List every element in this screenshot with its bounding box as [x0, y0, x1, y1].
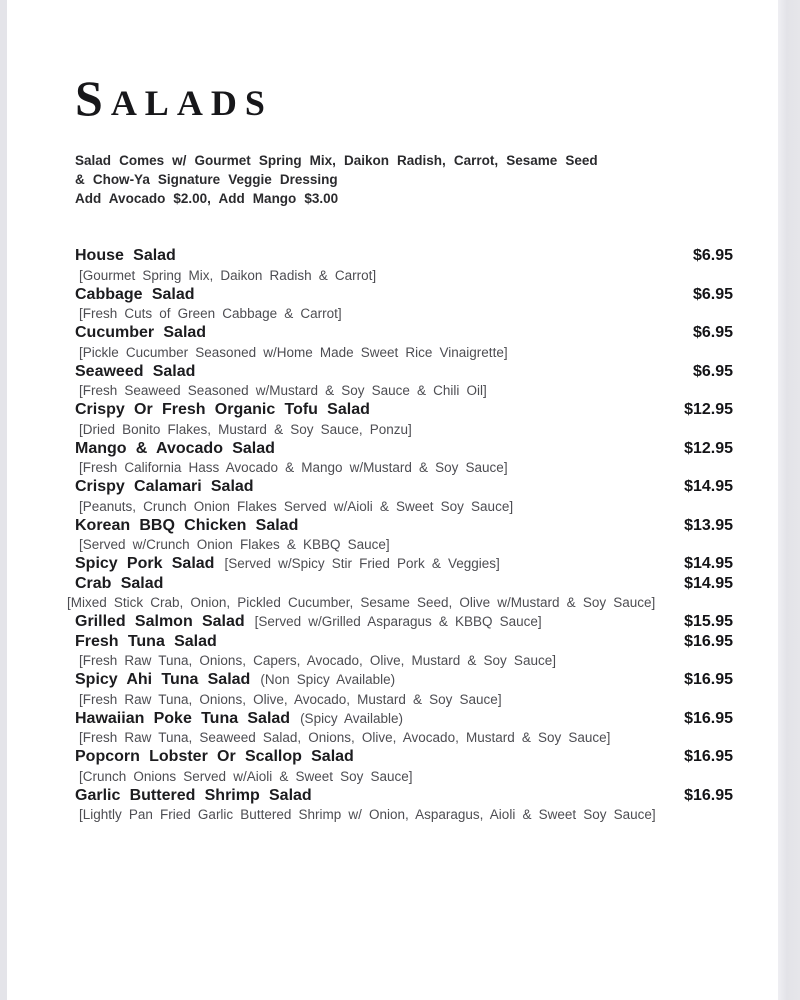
menu-item [75, 612, 733, 632]
item-name: Spicy Pork Salad [75, 555, 215, 572]
item-name: Popcorn Lobster Or Scallop Salad [75, 748, 354, 765]
menu-item [75, 554, 733, 574]
item-price: $6.95 [692, 362, 733, 380]
item-price: $14.95 [684, 555, 733, 572]
item-name: Cabbage Salad [75, 285, 195, 303]
item-name: Cucumber Salad [75, 324, 207, 341]
item-price: $6.95 [692, 285, 733, 303]
menu-item [75, 439, 733, 478]
item-description: [Fresh Raw Tuna, Seaweed Salad, Onions, Olive, Avocado, Mustard & Soy Sauce] [79, 730, 611, 745]
item-description: [Fresh California Hass Avocado & Mango w/Mustard & Soy Sauce] [79, 460, 508, 475]
item-name: Seaweed Salad [75, 362, 196, 380]
item-description: [Fresh Raw Tuna, Onions, Capers, Avocado, Olive, Mustard & Soy Sauce] [79, 653, 556, 668]
item-name: Crispy Or Fresh Organic Tofu Salad [75, 401, 370, 418]
item-name: Grilled Salmon Salad [75, 613, 245, 630]
item-name: House Salad [75, 247, 176, 264]
item-description: [Crunch Onions Served w/Aioli & Sweet Soy Sauce] [79, 768, 413, 784]
photo-edge-left [0, 0, 7, 1000]
item-inline-note: [Served w/Spicy Stir Fried Pork & Veggies] [224, 556, 500, 571]
item-description: [Dried Bonito Flakes, Mustard & Soy Sauce, Ponzu] [79, 421, 412, 437]
item-price: $16.95 [684, 748, 733, 765]
item-name: Korean BBQ Chicken Salad [75, 516, 299, 534]
item-description: [Lightly Pan Fried Garlic Buttered Shrimp w/ Onion, Asparagus, Aioli & Sweet Soy Sauce] [79, 807, 656, 822]
menu-content [67, 0, 733, 824]
item-name: Mango & Avocado Salad [75, 439, 275, 457]
item-inline-note: (Non Spicy Available) [260, 672, 396, 687]
item-price: $14.95 [684, 574, 733, 592]
menu-item [75, 246, 733, 285]
menu-item-list [67, 246, 733, 824]
item-price: $16.95 [684, 632, 733, 650]
section-title: SALADS [75, 70, 273, 126]
item-description: [Fresh Raw Tuna, Onions, Olive, Avocado, Mustard & Soy Sauce] [79, 691, 502, 707]
item-description: [Fresh Cuts of Green Cabbage & Carrot] [79, 306, 342, 321]
item-inline-note: (Spicy Available) [300, 710, 403, 726]
intro-line: Salad Comes w/ Gourmet Spring Mix, Daikon Radish, Carrot, Sesame Seed [75, 153, 598, 168]
item-price: $13.95 [684, 516, 733, 534]
item-description: [Mixed Stick Crab, Onion, Pickled Cucumber, Sesame Seed, Olive w/Mustard & Soy Sauce] [67, 595, 656, 610]
intro-line: Add Avocado $2.00, Add Mango $3.00 [75, 191, 339, 206]
menu-item [75, 709, 733, 748]
menu-item [75, 670, 733, 709]
item-description: [Served w/Crunch Onion Flakes & KBBQ Sauce] [79, 537, 390, 552]
item-description: [Peanuts, Crunch Onion Flakes Served w/Aioli & Sweet Soy Sauce] [79, 498, 514, 514]
photo-edge-right [778, 0, 800, 1000]
item-price: $16.95 [684, 671, 733, 688]
menu-item [75, 786, 733, 825]
item-name: Crispy Calamari Salad [75, 478, 254, 495]
item-description: [Gourmet Spring Mix, Daikon Radish & Carrot] [79, 267, 377, 283]
menu-item [67, 574, 733, 613]
menu-item [75, 516, 733, 555]
item-price: $6.95 [692, 324, 733, 341]
item-description: [Pickle Cucumber Seasoned w/Home Made Sweet Rice Vinaigrette] [79, 344, 508, 360]
section-intro [75, 151, 733, 208]
item-price: $16.95 [684, 709, 733, 727]
menu-item [75, 285, 733, 324]
item-price: $15.95 [684, 613, 733, 630]
item-price: $12.95 [684, 401, 733, 418]
item-price: $6.95 [692, 247, 733, 264]
item-inline-note: [Served w/Grilled Asparagus & KBBQ Sauce] [254, 614, 542, 629]
item-name: Garlic Buttered Shrimp Salad [75, 786, 312, 804]
item-name: Crab Salad [75, 574, 164, 592]
menu-item [75, 362, 733, 401]
menu-item [75, 323, 733, 362]
intro-line: & Chow-Ya Signature Veggie Dressing [75, 172, 338, 187]
item-name: Fresh Tuna Salad [75, 632, 217, 650]
menu-item [75, 632, 733, 671]
item-name: Spicy Ahi Tuna Salad [75, 671, 251, 688]
item-price: $16.95 [684, 786, 733, 804]
menu-item [75, 747, 733, 786]
item-price: $14.95 [684, 478, 733, 495]
item-name: Hawaiian Poke Tuna Salad [75, 709, 291, 727]
menu-item [75, 400, 733, 439]
item-description: [Fresh Seaweed Seasoned w/Mustard & Soy Sauce & Chili Oil] [79, 383, 487, 398]
menu-item [75, 477, 733, 516]
item-price: $12.95 [684, 439, 733, 457]
